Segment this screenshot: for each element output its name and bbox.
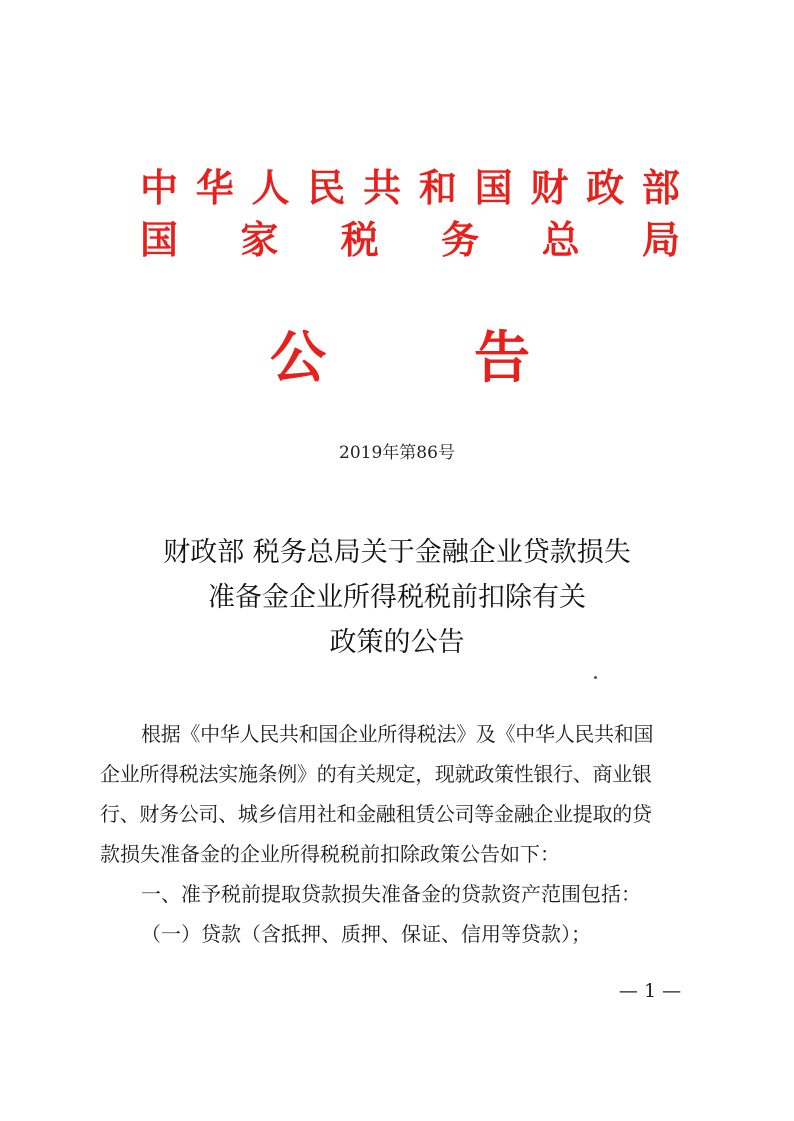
issuer-char: 国 [140,217,179,262]
issuer-char: 总 [541,217,580,262]
issuer-char: 华 [195,165,234,210]
issuer-char: 和 [418,165,457,210]
body-paragraph-line: 款损失准备金的企业所得税税前扣除政策公告如下： [100,842,560,866]
issuer-char: 务 [441,217,480,262]
notice-title-char: 公 [270,325,326,391]
issuer-char: 中 [140,165,179,210]
body-paragraph-line: 根据《中华人民共和国企业所得税法》及《中华人民共和国 [141,722,654,746]
document-body [100,714,686,954]
issuer-state-taxation-administration [140,218,680,262]
body-paragraph-line: （一）贷款（含抵押、质押、保证、信用等贷款）； [141,922,591,946]
issuer-ministry-of-finance [140,166,680,210]
notice-title [270,325,530,391]
issuer-char: 共 [363,165,402,210]
document-number: 2019年第86号 [339,443,455,463]
issuer-char: 部 [641,165,680,210]
body-paragraph-line: 一、准予税前提取贷款损失准备金的贷款资产范围包括： [141,882,641,906]
heading-line: 政策的公告 [329,627,465,658]
issuer-char: 人 [251,165,290,210]
document-heading [0,530,794,665]
body-paragraph-line: 行、财务公司、城乡信用社和金融租赁公司等金融企业提取的贷 [100,802,652,826]
heading-line: 财政部 税务总局关于金融企业贷款损失 [163,537,631,568]
scan-speck [594,676,597,679]
issuer-char: 财 [530,165,569,210]
issuer-char: 家 [240,217,279,262]
body-paragraph-line: 企业所得税法实施条例》的有关规定，现就政策性银行、商业银 [100,762,652,786]
issuer-char: 局 [641,217,680,262]
page-number: — 1 — [618,980,682,1002]
issuer-char: 政 [586,165,625,210]
issuer-char: 民 [307,165,346,210]
issuer-char: 国 [474,165,513,210]
notice-title-char: 告 [474,325,530,391]
heading-line: 准备金企业所得税税前扣除有关 [208,582,586,613]
issuer-char: 税 [340,217,379,262]
